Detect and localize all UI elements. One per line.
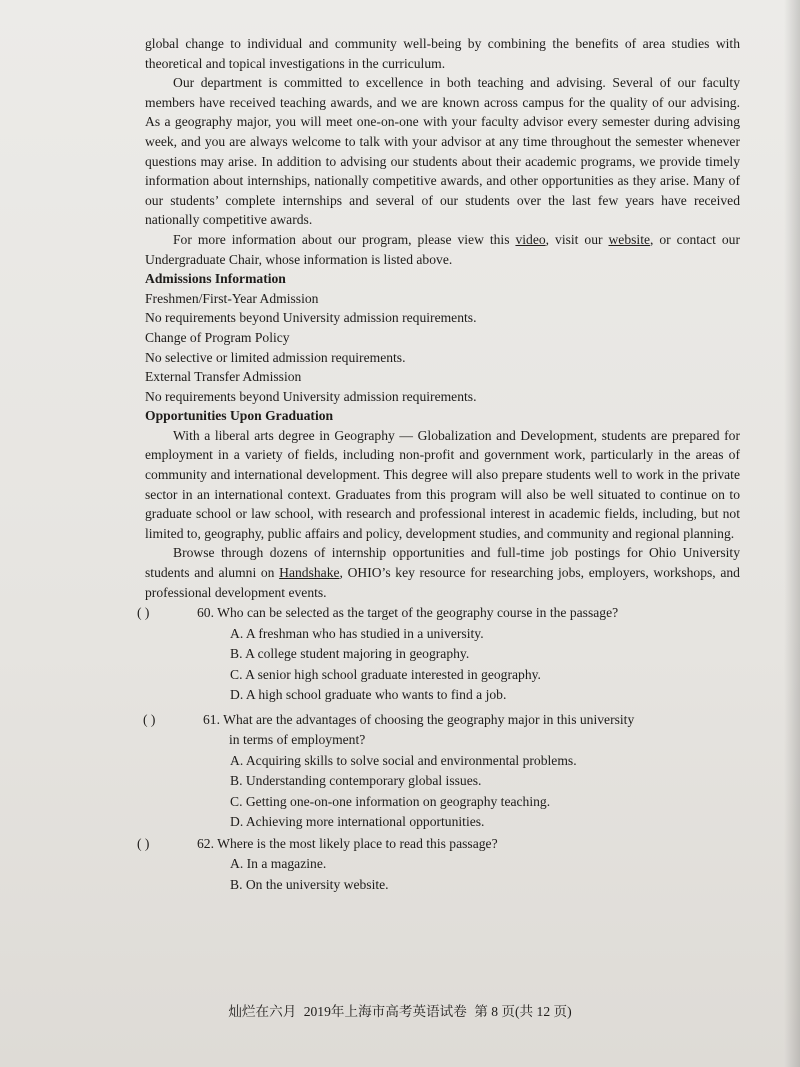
question-text: What are the advantages of choosing the geography major in this university xyxy=(223,711,635,727)
option-b: B. On the university website. xyxy=(230,876,389,892)
option-a: A. Acquiring skills to solve social and environmental problems. xyxy=(230,752,577,768)
option-d: D. Achieving more international opportunities. xyxy=(230,814,485,830)
handshake-link[interactable]: Handshake xyxy=(279,565,340,581)
admission-line: No selective or limited admission requirements. xyxy=(145,349,406,365)
admission-line: External Transfer Admission xyxy=(145,369,302,385)
option-b: B. A college student majoring in geography. xyxy=(230,646,470,662)
more-info-paragraph xyxy=(145,230,740,269)
option-b: B. Understanding contemporary global issues. xyxy=(230,773,482,789)
question-60 xyxy=(137,603,740,706)
handshake-text-1: Browse through dozens of internship opportunities and full-time job postings for Ohio University students and alumni on xyxy=(145,545,740,581)
advising-paragraph: Our department is committed to excellence in both teaching and advising. Several of our faculty members have received teaching awards, and we are known across campus for the quality of our advising. As a geography major, you will meet one-on-one with your faculty advisor every semester during advising week, and you are always welcome to talk with your advisor at any time throughout the semester whenever questions may arise. In addition to advising our students about their academic programs, we provide timely information about internships, nationally competitive awards, and other opportunities as they arise. Many of our students’ complete internships and several of our students over the last few years have received nationally competitive awards. xyxy=(145,75,740,228)
question-number: 61. xyxy=(203,711,220,727)
website-link[interactable]: website xyxy=(608,231,651,247)
opportunities-paragraph: With a liberal arts degree in Geography — Globalization and Development, students are prepared for employment in a variety of fields, including non-profit and government work, particularly in the areas of community and international development. This degree will also prepare students well to work in the private sector in an international context. Graduates from this program will also be well situated to continue on to graduate school or law school, with research and professional interest in academic fields, including, but not limited to, geography, public affairs and policy, development studies, and community and regional planning. xyxy=(145,427,740,541)
question-text-cont: in terms of employment? xyxy=(229,732,366,748)
video-link[interactable]: video xyxy=(515,231,546,247)
page-footer xyxy=(0,1000,800,1020)
option-c: C. A senior high school graduate interested in geography. xyxy=(230,666,541,682)
admission-line: No requirements beyond University admission requirements. xyxy=(145,310,477,326)
more-info-text-2: , visit our xyxy=(545,231,609,247)
answer-blank[interactable]: ( ) xyxy=(137,835,150,851)
question-62 xyxy=(137,834,740,896)
question-text: Who can be selected as the target of the geography course in the passage? xyxy=(217,605,619,621)
answer-blank[interactable]: ( ) xyxy=(137,605,150,621)
footer-exam-title: 2019年上海市高考英语试卷 xyxy=(303,1004,467,1019)
option-c: C. Getting one-on-one information on geography teaching. xyxy=(230,793,551,809)
admission-line: No requirements beyond University admission requirements. xyxy=(145,388,477,404)
option-d: D. A high school graduate who wants to find a job. xyxy=(230,687,507,703)
answer-blank[interactable]: ( ) xyxy=(143,711,156,727)
handshake-text-2: , OHIO’s key resource for researching jobs, employers, workshops, and professional development events. xyxy=(145,565,740,600)
handshake-paragraph xyxy=(145,543,740,602)
option-a: A. A freshman who has studied in a university. xyxy=(230,625,484,641)
intro-paragraph-end: global change to individual and community well-being by combining the benefits of area studies with theoretical and topical investigations in the curriculum. xyxy=(145,36,740,71)
admission-line: Freshmen/First-Year Admission xyxy=(145,290,319,306)
passage-column xyxy=(137,34,740,895)
question-61 xyxy=(145,710,740,833)
footer-brand: 灿烂在六月 xyxy=(228,1004,297,1019)
admissions-heading: Admissions Information xyxy=(145,271,286,287)
footer-page-number: 第 8 页(共 12 页) xyxy=(474,1004,572,1019)
more-info-text-3: , or contact our Undergraduate Chair, whose information is listed above. xyxy=(145,231,740,267)
question-number: 60. xyxy=(197,605,214,621)
question-text: Where is the most likely place to read this passage? xyxy=(217,835,498,851)
opportunities-heading: Opportunities Upon Graduation xyxy=(145,408,334,424)
admission-line: Change of Program Policy xyxy=(145,329,290,345)
option-a: A. In a magazine. xyxy=(230,856,327,872)
question-number: 62. xyxy=(197,835,214,851)
page-shadow-edge xyxy=(784,0,800,1067)
more-info-text-1: For more information about our program, please view this xyxy=(173,231,516,247)
